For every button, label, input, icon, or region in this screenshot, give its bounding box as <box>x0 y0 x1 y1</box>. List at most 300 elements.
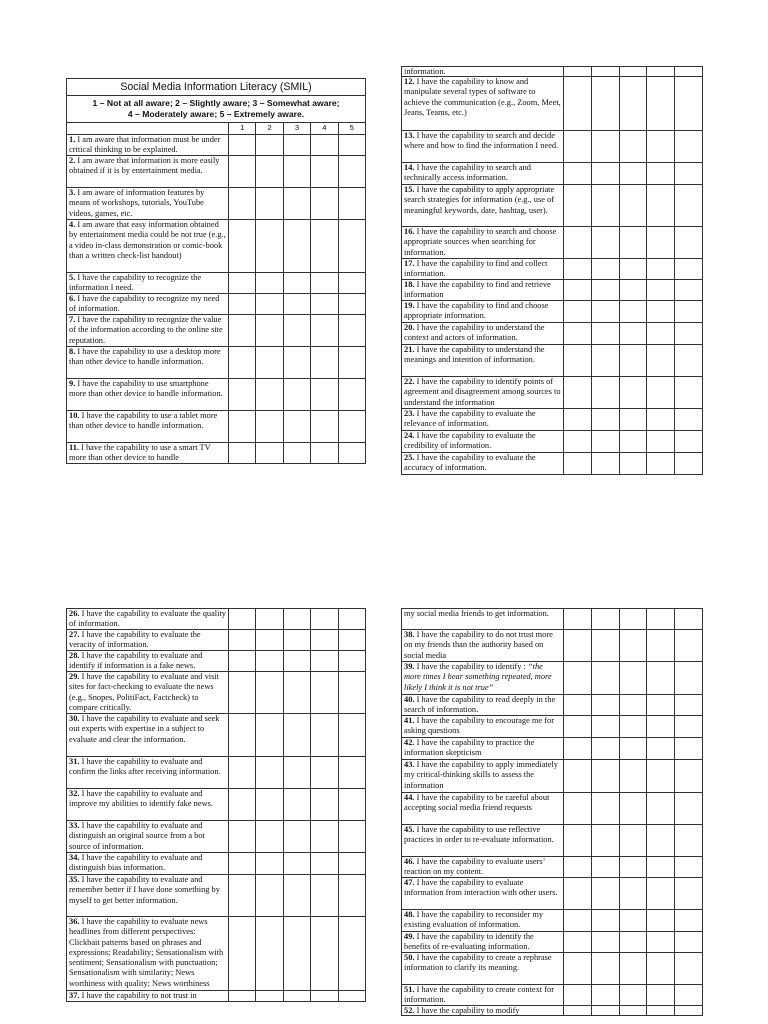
question-text <box>67 135 229 156</box>
rating-cell-5[interactable] <box>338 220 365 273</box>
rating-cell-2[interactable] <box>256 135 283 156</box>
rating-cell-3[interactable] <box>283 315 310 347</box>
rating-cell-4[interactable] <box>647 760 675 793</box>
rating-cell-3[interactable] <box>619 932 647 953</box>
rating-cell-5[interactable] <box>675 825 703 857</box>
rating-cell-4[interactable] <box>647 953 675 985</box>
rating-cell-4[interactable] <box>647 185 675 227</box>
rating-cell-4[interactable] <box>647 77 675 131</box>
rating-cell-5[interactable] <box>338 443 365 464</box>
rating-cell-5[interactable] <box>338 630 365 651</box>
question-text <box>402 377 564 409</box>
rating-cell-2[interactable] <box>591 910 619 932</box>
rating-cell-2[interactable] <box>591 409 619 431</box>
rating-cell-5[interactable] <box>338 991 365 1002</box>
rating-cell-4[interactable] <box>647 259 675 280</box>
rating-cell-4[interactable] <box>311 609 338 630</box>
rating-cell-5[interactable] <box>338 379 365 411</box>
rating-cell-3[interactable] <box>283 443 310 464</box>
rating-cell-3[interactable] <box>619 1006 647 1016</box>
rating-cell-5[interactable] <box>675 609 703 630</box>
rating-cell-2[interactable] <box>256 917 283 991</box>
rating-cell-4[interactable] <box>647 345 675 377</box>
rating-cell-5[interactable] <box>675 932 703 953</box>
rating-cell-1[interactable] <box>229 273 256 294</box>
question-number: 42. <box>404 738 415 747</box>
rating-cell-4[interactable] <box>311 135 338 156</box>
rating-cell-4[interactable] <box>647 227 675 259</box>
rating-cell-5[interactable] <box>675 716 703 738</box>
rating-cell-3[interactable] <box>283 630 310 651</box>
rating-cell-3[interactable] <box>283 273 310 294</box>
rating-cell-1[interactable] <box>564 227 592 259</box>
rating-cell-2[interactable] <box>591 323 619 345</box>
rating-cell-2[interactable] <box>256 821 283 853</box>
rating-cell-3[interactable] <box>283 188 310 220</box>
question-text <box>402 932 564 953</box>
rating-cell-1[interactable] <box>229 411 256 443</box>
question-row <box>67 821 366 853</box>
rating-cell-3[interactable] <box>283 714 310 757</box>
rating-cell-5[interactable] <box>675 630 703 662</box>
rating-cell-3[interactable] <box>619 738 647 760</box>
rating-cell-5[interactable] <box>675 377 703 409</box>
rating-cell-1[interactable] <box>229 672 256 714</box>
rating-cell-4[interactable] <box>311 917 338 991</box>
rating-cell-5[interactable] <box>675 163 703 185</box>
rating-cell-2[interactable] <box>256 853 283 875</box>
rating-cell-2[interactable] <box>591 259 619 280</box>
rating-cell-2[interactable] <box>591 431 619 453</box>
rating-cell-5[interactable] <box>675 323 703 345</box>
rating-cell-5[interactable] <box>675 67 703 77</box>
rating-cell-2[interactable] <box>256 379 283 411</box>
rating-cell-1[interactable] <box>564 716 592 738</box>
rating-cell-3[interactable] <box>619 662 647 695</box>
rating-cell-4[interactable] <box>311 714 338 757</box>
rating-cell-1[interactable] <box>564 77 592 131</box>
rating-cell-4[interactable] <box>647 67 675 77</box>
rating-cell-3[interactable] <box>619 227 647 259</box>
rating-cell-2[interactable] <box>591 825 619 857</box>
question-row <box>402 227 703 259</box>
rating-cell-4[interactable] <box>647 825 675 857</box>
rating-cell-2[interactable] <box>591 301 619 323</box>
rating-cell-5[interactable] <box>675 662 703 695</box>
rating-cell-5[interactable] <box>338 135 365 156</box>
rating-cell-5[interactable] <box>675 738 703 760</box>
rating-cell-5[interactable] <box>338 757 365 789</box>
rating-cell-5[interactable] <box>338 714 365 757</box>
question-number: 27. <box>69 630 80 639</box>
rating-cell-1[interactable] <box>564 953 592 985</box>
rating-cell-1[interactable] <box>564 662 592 695</box>
rating-cell-4[interactable] <box>647 377 675 409</box>
rating-cell-1[interactable] <box>564 409 592 431</box>
rating-cell-4[interactable] <box>647 857 675 878</box>
question-text <box>402 793 564 825</box>
rating-cell-3[interactable] <box>619 825 647 857</box>
rating-cell-5[interactable] <box>675 431 703 453</box>
rating-cell-5[interactable] <box>338 188 365 220</box>
rating-cell-4[interactable] <box>311 672 338 714</box>
rating-cell-1[interactable] <box>564 67 592 77</box>
rating-cell-3[interactable] <box>619 301 647 323</box>
rating-cell-1[interactable] <box>564 738 592 760</box>
rating-cell-1[interactable] <box>564 695 592 716</box>
rating-cell-2[interactable] <box>591 738 619 760</box>
rating-cell-3[interactable] <box>619 953 647 985</box>
rating-cell-2[interactable] <box>591 377 619 409</box>
rating-cell-4[interactable] <box>311 789 338 821</box>
rating-cell-3[interactable] <box>283 609 310 630</box>
rating-cell-4[interactable] <box>647 738 675 760</box>
rating-cell-2[interactable] <box>591 953 619 985</box>
rating-cell-5[interactable] <box>338 875 365 917</box>
rating-cell-3[interactable] <box>619 716 647 738</box>
rating-cell-5[interactable] <box>338 411 365 443</box>
rating-cell-5[interactable] <box>675 857 703 878</box>
rating-cell-3[interactable] <box>619 409 647 431</box>
rating-cell-1[interactable] <box>564 985 592 1006</box>
rating-cell-2[interactable] <box>591 932 619 953</box>
rating-cell-2[interactable] <box>591 857 619 878</box>
question-statement: I have the capability to reconsider my existing evaluation of information. <box>404 910 544 930</box>
rating-cell-1[interactable] <box>564 1006 592 1016</box>
rating-cell-4[interactable] <box>647 878 675 910</box>
rating-cell-3[interactable] <box>619 345 647 377</box>
rating-cell-3[interactable] <box>619 131 647 163</box>
rating-cell-2[interactable] <box>591 280 619 301</box>
rating-cell-2[interactable] <box>591 695 619 716</box>
rating-cell-3[interactable] <box>619 163 647 185</box>
rating-cell-2[interactable] <box>256 609 283 630</box>
rating-cell-2[interactable] <box>591 345 619 377</box>
rating-cell-1[interactable] <box>229 651 256 672</box>
question-row <box>67 789 366 821</box>
rating-cell-3[interactable] <box>619 431 647 453</box>
rating-cell-3[interactable] <box>619 793 647 825</box>
rating-cell-1[interactable] <box>229 156 256 188</box>
rating-cell-4[interactable] <box>311 651 338 672</box>
rating-cell-3[interactable] <box>619 985 647 1006</box>
rating-cell-3[interactable] <box>619 609 647 630</box>
rating-cell-4[interactable] <box>647 609 675 630</box>
rating-cell-1[interactable] <box>564 760 592 793</box>
question-statement: I have the capability to read deeply in the search of information. <box>404 695 556 715</box>
rating-cell-2[interactable] <box>256 875 283 917</box>
rating-cell-3[interactable] <box>619 857 647 878</box>
rating-cell-1[interactable] <box>564 259 592 280</box>
rating-cell-5[interactable] <box>675 227 703 259</box>
rating-cell-3[interactable] <box>283 379 310 411</box>
rating-cell-4[interactable] <box>647 453 675 475</box>
rating-cell-5[interactable] <box>675 985 703 1006</box>
question-number: 37. <box>69 991 80 1000</box>
rating-cell-4[interactable] <box>647 280 675 301</box>
rating-cell-2[interactable] <box>256 411 283 443</box>
question-row <box>402 760 703 793</box>
rating-cell-4[interactable] <box>311 821 338 853</box>
rating-cell-2[interactable] <box>591 609 619 630</box>
rating-cell-4[interactable] <box>647 131 675 163</box>
rating-cell-5[interactable] <box>675 760 703 793</box>
question-text <box>402 409 564 431</box>
rating-cell-2[interactable] <box>256 347 283 379</box>
rating-cell-1[interactable] <box>564 163 592 185</box>
rating-cell-5[interactable] <box>338 294 365 315</box>
rating-cell-4[interactable] <box>647 323 675 345</box>
rating-cell-1[interactable] <box>564 185 592 227</box>
rating-cell-2[interactable] <box>256 630 283 651</box>
question-number: 28. <box>69 651 80 660</box>
rating-cell-1[interactable] <box>564 825 592 857</box>
rating-cell-4[interactable] <box>311 443 338 464</box>
rating-cell-2[interactable] <box>591 67 619 77</box>
question-row <box>402 345 703 377</box>
rating-cell-2[interactable] <box>591 163 619 185</box>
rating-cell-2[interactable] <box>591 1006 619 1016</box>
rating-cell-1[interactable] <box>229 757 256 789</box>
rating-cell-3[interactable] <box>619 77 647 131</box>
rating-cell-1[interactable] <box>229 853 256 875</box>
rating-cell-4[interactable] <box>311 875 338 917</box>
rating-cell-4[interactable] <box>311 630 338 651</box>
rating-cell-3[interactable] <box>619 760 647 793</box>
rating-cell-3[interactable] <box>283 917 310 991</box>
rating-cell-1[interactable] <box>564 609 592 630</box>
rating-cell-2[interactable] <box>591 453 619 475</box>
rating-cell-5[interactable] <box>338 156 365 188</box>
rating-cell-2[interactable] <box>256 443 283 464</box>
rating-cell-5[interactable] <box>675 453 703 475</box>
question-text <box>402 77 564 131</box>
rating-cell-2[interactable] <box>256 315 283 347</box>
rating-cell-5[interactable] <box>675 878 703 910</box>
rating-cell-3[interactable] <box>283 135 310 156</box>
rating-cell-3[interactable] <box>283 789 310 821</box>
rating-cell-3[interactable] <box>283 294 310 315</box>
rating-cell-4[interactable] <box>647 431 675 453</box>
question-row <box>402 953 703 985</box>
rating-cell-2[interactable] <box>256 672 283 714</box>
rating-cell-2[interactable] <box>256 294 283 315</box>
rating-cell-2[interactable] <box>256 789 283 821</box>
rating-cell-3[interactable] <box>283 853 310 875</box>
rating-cell-5[interactable] <box>675 259 703 280</box>
rating-cell-1[interactable] <box>564 323 592 345</box>
rating-cell-5[interactable] <box>338 789 365 821</box>
rating-cell-1[interactable] <box>229 609 256 630</box>
rating-cell-1[interactable] <box>229 220 256 273</box>
rating-cell-1[interactable] <box>564 345 592 377</box>
rating-cell-5[interactable] <box>338 609 365 630</box>
rating-cell-4[interactable] <box>311 315 338 347</box>
question-statement: I have the capability to evaluate the relevance of information. <box>404 409 536 429</box>
rating-cell-4[interactable] <box>311 379 338 411</box>
rating-cell-5[interactable] <box>675 695 703 716</box>
rating-cell-2[interactable] <box>591 716 619 738</box>
rating-cell-5[interactable] <box>338 672 365 714</box>
rating-cell-2[interactable] <box>256 991 283 1002</box>
rating-cell-4[interactable] <box>311 294 338 315</box>
question-number: 46. <box>404 857 415 866</box>
rating-cell-2[interactable] <box>256 156 283 188</box>
rating-cell-3[interactable] <box>283 672 310 714</box>
rating-cell-5[interactable] <box>675 131 703 163</box>
rating-cell-2[interactable] <box>591 878 619 910</box>
rating-cell-3[interactable] <box>283 875 310 917</box>
question-number: 31. <box>69 757 80 766</box>
rating-cell-1[interactable] <box>564 431 592 453</box>
question-text <box>67 188 229 220</box>
rating-cell-1[interactable] <box>564 377 592 409</box>
rating-cell-5[interactable] <box>675 345 703 377</box>
scale-number: 5 <box>338 123 365 135</box>
rating-cell-3[interactable] <box>619 695 647 716</box>
rating-cell-2[interactable] <box>591 185 619 227</box>
rating-cell-1[interactable] <box>229 821 256 853</box>
rating-cell-4[interactable] <box>311 411 338 443</box>
rating-cell-1[interactable] <box>564 131 592 163</box>
rating-cell-4[interactable] <box>311 220 338 273</box>
rating-cell-5[interactable] <box>338 347 365 379</box>
rating-cell-5[interactable] <box>338 651 365 672</box>
rating-cell-3[interactable] <box>283 220 310 273</box>
rating-cell-4[interactable] <box>647 716 675 738</box>
rating-cell-3[interactable] <box>283 757 310 789</box>
rating-cell-2[interactable] <box>591 630 619 662</box>
rating-cell-1[interactable] <box>229 135 256 156</box>
rating-cell-4[interactable] <box>311 273 338 294</box>
rating-cell-1[interactable] <box>564 630 592 662</box>
rating-cell-2[interactable] <box>256 757 283 789</box>
rating-cell-2[interactable] <box>591 131 619 163</box>
rating-cell-2[interactable] <box>591 760 619 793</box>
rating-cell-1[interactable] <box>564 932 592 953</box>
rating-cell-1[interactable] <box>564 878 592 910</box>
rating-cell-1[interactable] <box>564 280 592 301</box>
rating-cell-4[interactable] <box>647 630 675 662</box>
question-row <box>67 443 366 464</box>
rating-cell-1[interactable] <box>564 301 592 323</box>
rating-cell-4[interactable] <box>647 910 675 932</box>
rating-cell-1[interactable] <box>564 453 592 475</box>
rating-cell-3[interactable] <box>283 821 310 853</box>
rating-cell-2[interactable] <box>591 77 619 131</box>
rating-cell-1[interactable] <box>564 910 592 932</box>
rating-cell-3[interactable] <box>283 991 310 1002</box>
rating-cell-3[interactable] <box>283 347 310 379</box>
rating-cell-5[interactable] <box>675 1006 703 1016</box>
rating-cell-4[interactable] <box>647 695 675 716</box>
rating-cell-3[interactable] <box>283 411 310 443</box>
rating-cell-2[interactable] <box>256 651 283 672</box>
rating-cell-1[interactable] <box>229 917 256 991</box>
rating-cell-5[interactable] <box>675 77 703 131</box>
rating-cell-5[interactable] <box>338 315 365 347</box>
rating-cell-3[interactable] <box>619 259 647 280</box>
rating-cell-5[interactable] <box>675 301 703 323</box>
rating-cell-3[interactable] <box>619 910 647 932</box>
rating-cell-5[interactable] <box>338 821 365 853</box>
question-text <box>402 67 564 77</box>
question-row <box>402 301 703 323</box>
rating-cell-1[interactable] <box>564 793 592 825</box>
question-number: 41. <box>404 716 415 725</box>
rating-cell-3[interactable] <box>619 185 647 227</box>
rating-cell-5[interactable] <box>675 953 703 985</box>
rating-cell-4[interactable] <box>311 757 338 789</box>
rating-cell-1[interactable] <box>229 347 256 379</box>
rating-cell-5[interactable] <box>675 185 703 227</box>
rating-cell-1[interactable] <box>229 789 256 821</box>
question-statement: I have the capability to create a rephrase information to clarify its meaning. <box>404 953 552 973</box>
rating-cell-3[interactable] <box>619 630 647 662</box>
rating-cell-2[interactable] <box>591 227 619 259</box>
rating-cell-2[interactable] <box>591 793 619 825</box>
rating-cell-1[interactable] <box>229 379 256 411</box>
rating-cell-4[interactable] <box>311 347 338 379</box>
rating-cell-1[interactable] <box>229 188 256 220</box>
rating-cell-4[interactable] <box>311 991 338 1002</box>
rating-cell-4[interactable] <box>647 932 675 953</box>
rating-cell-4[interactable] <box>647 301 675 323</box>
rating-cell-5[interactable] <box>675 793 703 825</box>
rating-cell-3[interactable] <box>619 878 647 910</box>
rating-cell-3[interactable] <box>619 377 647 409</box>
rating-cell-2[interactable] <box>256 714 283 757</box>
rating-cell-2[interactable] <box>256 188 283 220</box>
rating-cell-3[interactable] <box>283 156 310 188</box>
rating-cell-4[interactable] <box>647 409 675 431</box>
question-number: 1. <box>69 135 76 144</box>
rating-cell-5[interactable] <box>675 280 703 301</box>
rating-cell-3[interactable] <box>283 651 310 672</box>
rating-cell-4[interactable] <box>311 188 338 220</box>
rating-cell-2[interactable] <box>256 273 283 294</box>
rating-cell-1[interactable] <box>564 857 592 878</box>
rating-cell-4[interactable] <box>647 793 675 825</box>
rating-cell-1[interactable] <box>229 875 256 917</box>
rating-cell-3[interactable] <box>619 323 647 345</box>
rating-cell-5[interactable] <box>338 273 365 294</box>
rating-cell-1[interactable] <box>229 315 256 347</box>
rating-cell-3[interactable] <box>619 280 647 301</box>
rating-cell-5[interactable] <box>675 910 703 932</box>
rating-cell-1[interactable] <box>229 714 256 757</box>
question-number: 14. <box>404 163 415 172</box>
rating-cell-4[interactable] <box>311 853 338 875</box>
rating-cell-5[interactable] <box>675 409 703 431</box>
rating-cell-2[interactable] <box>256 220 283 273</box>
rating-cell-5[interactable] <box>338 917 365 991</box>
rating-cell-4[interactable] <box>647 163 675 185</box>
rating-cell-1[interactable] <box>229 443 256 464</box>
rating-cell-4[interactable] <box>311 156 338 188</box>
rating-cell-5[interactable] <box>338 853 365 875</box>
rating-cell-1[interactable] <box>229 991 256 1002</box>
rating-cell-4[interactable] <box>647 662 675 695</box>
rating-cell-2[interactable] <box>591 662 619 695</box>
rating-cell-1[interactable] <box>229 630 256 651</box>
rating-cell-3[interactable] <box>619 67 647 77</box>
rating-cell-4[interactable] <box>647 985 675 1006</box>
rating-cell-2[interactable] <box>591 985 619 1006</box>
rating-cell-1[interactable] <box>229 294 256 315</box>
rating-cell-3[interactable] <box>619 453 647 475</box>
rating-cell-4[interactable] <box>647 1006 675 1016</box>
